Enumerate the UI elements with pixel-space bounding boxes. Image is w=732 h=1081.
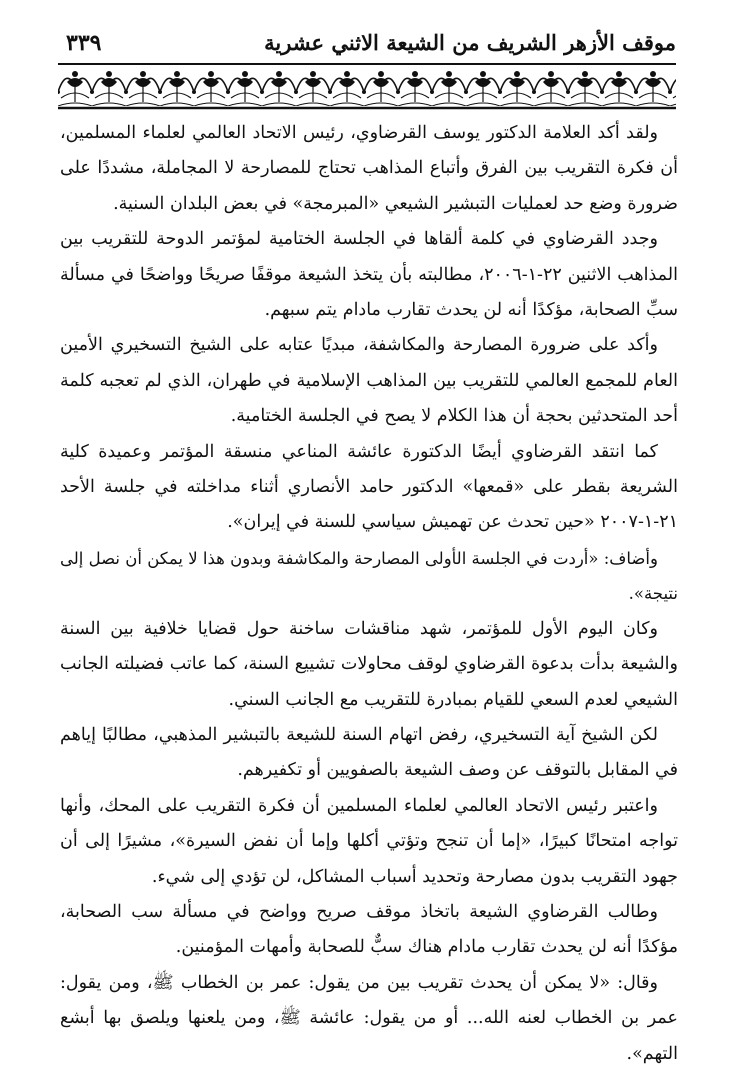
paragraph: وأضاف: «أردت في الجلسة الأولى المصارحة والمكاشفة وبدون هذا لا يمكن أن نصل إلى نتيجة». [60,548,678,604]
decorative-border-ornament [58,62,676,110]
running-header [56,28,676,62]
paragraph: وقال: «لا يمكن أن يحدث تقريب بين من يقول: عمر بن الخطاب ﷺ، ومن يقول: عمر بن الخطاب لعنه الله... أو من يقول: عائشة ﷺ، ومن يلعنها ويلصق بها أبشع التهم». [60,972,678,1064]
paragraph: وجدد القرضاوي في كلمة ألقاها في الجلسة الختامية لمؤتمر الدوحة للتقريب بين المذاهب الاثنين ٢٢-١-٢٠٠٦، مطالبته بأن يتخذ الشيعة موقفًا صريحًا وواضحًا في مسألة سبِّ الصحابة، مؤكدًا أنه لن يحدث تقارب مادام يتم سبهم. [60,229,678,321]
paragraph: ولقد أكد العلامة الدكتور يوسف القرضاوي، رئيس الاتحاد العالمي لعلماء المسلمين، أن فكرة التقريب بين الفرق وأتباع المذاهب تحتاج للمصارحة لا المجاملة، مشددًا على ضرورة وضع حد لعمليات التبشير الشيعي «المبرمجة» في بعض البلدان السنية. [60,123,678,214]
running-header-title: موقف الأزهر الشريف من الشيعة الاثني عشرية [264,30,676,55]
paragraph: لكن الشيخ آية التسخيري، رفض اتهام السنة للشيعة بالتبشير المذهبي، مطالبًا إياهم في المقابل بالتوقف عن وصف الشيعة بالصفويين أو تكفيرهم. [60,724,678,781]
paragraph: واعتبر رئيس الاتحاد العالمي لعلماء المسلمين أن فكرة التقريب على المحك، وأنها تواجه امتحانًا كبيرًا، «إما أن تنجح وتؤتي أكلها وإما أن نفض السيرة»، مشيرًا إلى أن جهود التقريب بدون مصارحة وتحديد أسباب المشاكل، لن تؤدي إلى شيء. [60,795,678,887]
paragraph: كما انتقد القرضاوي أيضًا الدكتورة عائشة المناعي منسقة المؤتمر وعميدة كلية الشريعة بقطر على «قمعها» الدكتور حامد الأنصاري أثناء مداخلته في جلسة الأحد ٢١-١-٢٠٠٧ «حين تحدث عن تهميش سياسي للسنة في إيران». [60,441,678,533]
page-number: ٣٣٩ [66,30,102,56]
paragraph: وكان اليوم الأول للمؤتمر، شهد مناقشات ساخنة حول قضايا خلافية بين السنة والشيعة بدأت بدعوة القرضاوي لوقف محاولات تشييع السنة، كما عاتب فضيلته الجانب الشيعي لعدم السعي للقيام بمبادرة للتقريب مع الجانب السني. [60,618,678,710]
body-text [60,116,678,1072]
paragraph: وطالب القرضاوي الشيعة باتخاذ موقف صريح وواضح في مسألة سب الصحابة، مؤكدًا أنه لن يحدث تقارب مادام هناك سبٌّ للصحابة وأمهات المؤمنين. [60,901,678,958]
paragraph: وأكد على ضرورة المصارحة والمكاشفة، مبديًا عتابه على الشيخ التسخيري الأمين العام للمجمع العالمي للتقريب بين المذاهب الإسلامية في طهران، الذي لم تعجبه كلمة أحد المتحدثين بحجة أن هذا الكلام لا يصح في الجلسة الختامية. [60,335,678,427]
